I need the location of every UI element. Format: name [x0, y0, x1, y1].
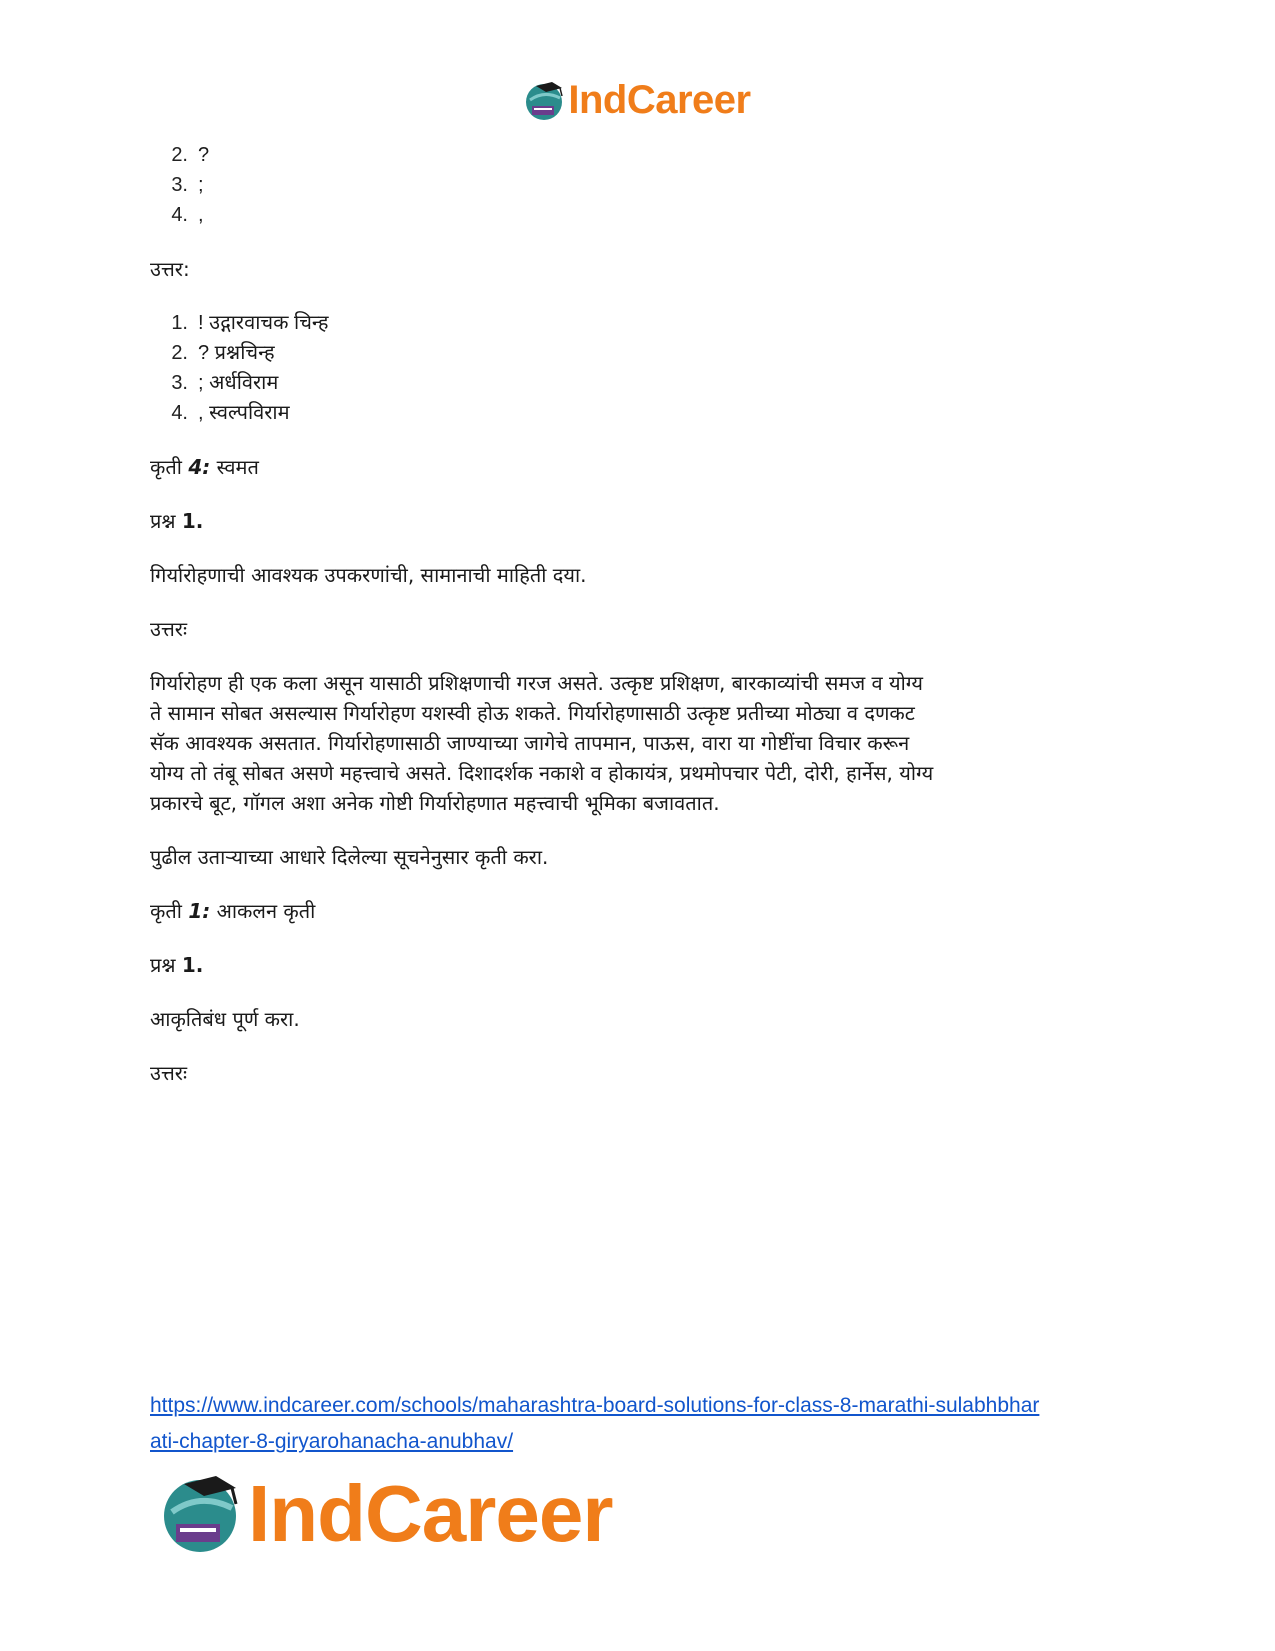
list-item: 4. , स्वल्पविराम: [171, 402, 290, 424]
list-item: 2. ? प्रश्नचिन्ह: [171, 342, 275, 364]
brand-name: IndCareer: [568, 78, 751, 122]
question-heading: प्रश्न 1.: [150, 953, 204, 977]
list-item: 1. ! उद्गारवाचक चिन्ह: [171, 312, 329, 334]
document-body: [150, 140, 1130, 1088]
instruction-text: पुढील उताऱ्याच्या आधारे दिलेल्या सूचनेनुसार कृती करा.: [150, 845, 549, 869]
answer-label: उत्तरः: [150, 1061, 187, 1085]
question-heading: प्रश्न 1.: [150, 509, 204, 533]
list-item: 3. ;: [171, 174, 204, 196]
answer-label: उत्तर:: [150, 257, 190, 281]
section-heading: कृती 1: आकलन कृती: [150, 899, 316, 923]
footer-logo: [160, 1468, 612, 1560]
globe-book-icon: [160, 1472, 244, 1556]
footer-link[interactable]: https://www.indcareer.com/schools/maharashtra-board-solutions-for-class-8-marathi-sulabhbhar ati-chapter-8-giryarohanacha-anubhav/: [150, 1394, 1040, 1453]
list-item: 3. ; अर्धविराम: [171, 372, 279, 394]
list-item: 2. ?: [171, 144, 210, 166]
question-text: आकृतिबंध पूर्ण करा.: [150, 1007, 300, 1031]
answer-paragraph: गिर्यारोहण ही एक कला असून यासाठी प्रशिक्षणाची गरज असते. उत्कृष्ट प्रशिक्षण, बारकाव्यांची समज व योग्य ते सामान सोबत असल्यास गिर्यारोहण यशस्वी होऊ शकते. गिर्यारोहणासाठी उत्कृष्ट प्रतीच्या मोठ्या व दणकट सॅक आवश्यक असतात. गिर्यारोहणासाठी जाण्याच्या जागेचे तापमान, पाऊस, वारा या गोष्टींचा विचार करून योग्य तो तंबू सोबत असणे महत्त्वाचे असते. दिशादर्शक नकाशे व होकायंत्र, प्रथमोपचार पेटी, दोरी, हार्नेस, योग्य प्रकारचे बूट, गॉगल अशा अनेक गोष्टी गिर्यारोहणात महत्त्वाची भूमिका बजावतात.: [150, 671, 934, 815]
globe-book-icon: [524, 80, 566, 122]
section-heading: कृती 4: स्वमत: [150, 455, 259, 479]
symbol-list: [150, 140, 1130, 230]
list-item: 4. ,: [171, 204, 204, 226]
answer-list: [150, 308, 1130, 428]
brand-name: IndCareer: [248, 1469, 613, 1558]
header-logo: [0, 78, 1275, 123]
answer-label: उत्तरः: [150, 617, 187, 641]
question-text: गिर्यारोहणाची आवश्यक उपकरणांची, सामानाची माहिती दया.: [150, 563, 587, 587]
